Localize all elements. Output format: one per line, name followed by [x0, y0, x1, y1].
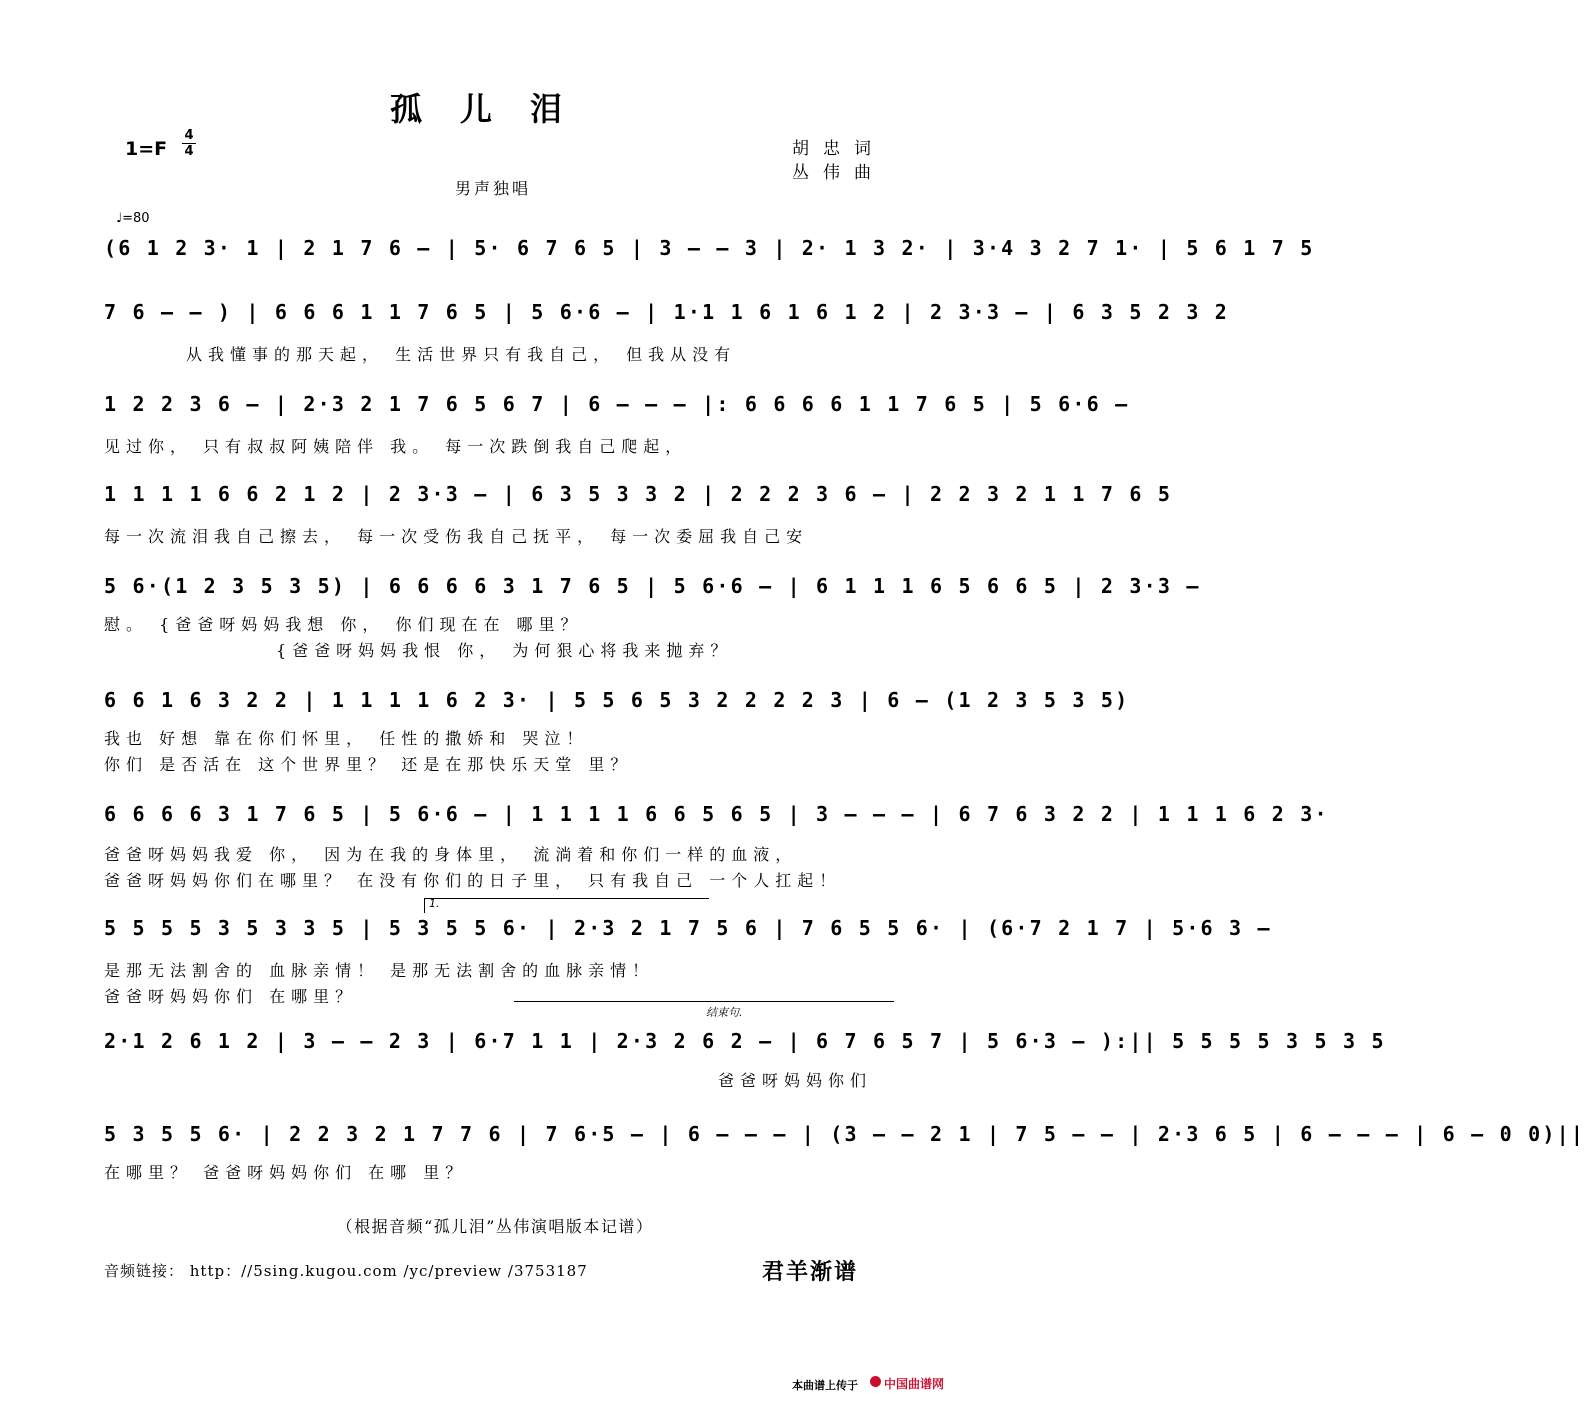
- staff-line-2: [104, 296, 1230, 336]
- staff-line-4: [104, 478, 1173, 518]
- ending-rule: [514, 1001, 894, 1002]
- lyric-line: 慰。 {爸爸呀妈妈我想 你， 你们现在在 哪里？: [104, 615, 583, 634]
- staff-line-10: [104, 1118, 1585, 1158]
- notation: 5 6·(1 2 3 5 3 5) | 6 6 6 6 3 1 7 6 5 | 5 6·6 – | 6 1 1 1 6 5 6 6 5 | 2 3·3 –: [104, 574, 1201, 598]
- key-signature: 1=F: [125, 138, 168, 160]
- notation: 1 2 2 3 6 – | 2·3 2 1 7 6 5 6 7 | 6 – – – |: 6 6 6 6 1 1 7 6 5 | 5 6·6 –: [104, 392, 1130, 416]
- lyric-line: 我也 好想 靠在你们怀里， 任性的撒娇和 哭泣！: [104, 729, 589, 748]
- time-sig-bottom: 4: [184, 144, 194, 159]
- lyric-line: 是那无法割舍的 血脉亲情！ 是那无法割舍的血脉亲情！: [104, 961, 655, 980]
- volta-label: 1.: [429, 897, 440, 910]
- time-sig-top: 4: [184, 128, 194, 143]
- composer-credit: 丛伟曲: [792, 163, 885, 183]
- staff-line-1: [104, 232, 1315, 272]
- lyricist-credit: 胡忠词: [792, 139, 885, 159]
- staff-line-7: [104, 798, 1329, 838]
- audio-link[interactable]: 音频链接： http：//5sing.kugou.com /yc/preview /3753187: [104, 1262, 588, 1280]
- lyric-line: 在哪里？ 爸爸呀妈妈你们 在哪 里？: [104, 1163, 468, 1182]
- notation: 6 6 1 6 3 2 2 | 1 1 1 1 6 2 3· | 5 5 6 5 3 2 2 2 2 3 | 6 – (1 2 3 5 3 5): [104, 688, 1130, 712]
- staff-line-5: [104, 570, 1201, 610]
- site-logo-icon: [870, 1376, 881, 1387]
- performance-note: 男声独唱: [455, 179, 532, 198]
- notation: (6 1 2 3· 1 | 2 1 7 6 – | 5· 6 7 6 5 | 3 – – 3 | 2· 1 3 2· | 3·4 3 2 7 1· | 5 6 1 7 5: [104, 236, 1315, 260]
- notation: 7 6 – – ) | 6 6 6 1 1 7 6 5 | 5 6·6 – | 1·1 1 6 1 6 1 2 | 2 3·3 – | 6 3 5 2 3 2: [104, 300, 1230, 324]
- lyric-line: 爸爸呀妈妈你们: [718, 1071, 873, 1090]
- source-note: （根据音频“孤儿泪”丛伟演唱版本记谱）: [336, 1217, 654, 1236]
- lyric-line: 你们 是否活在 这个世界里？ 还是在那快乐天堂 里？: [104, 755, 633, 774]
- transcriber-signature: 君羊渐谱: [762, 1259, 859, 1285]
- volta-bracket: [424, 898, 709, 913]
- ending-label: 结束句.: [706, 1006, 743, 1019]
- lyric-line: 见过你， 只有叔叔阿姨陪伴 我。 每一次跌倒我自己爬起，: [104, 437, 688, 456]
- upload-text: 本曲谱上传于: [792, 1379, 858, 1392]
- lyric-line: 爸爸呀妈妈我爱 你， 因为在我的身体里， 流淌着和你们一样的血液，: [104, 845, 798, 864]
- lyric-line: 每一次流泪我自己擦去， 每一次受伤我自己抚平， 每一次委屈我自己安: [104, 527, 809, 546]
- lyric-line: 爸爸呀妈妈你们 在哪里？: [104, 987, 358, 1006]
- staff-line-6: [104, 684, 1130, 724]
- staff-line-8: [104, 912, 1272, 952]
- staff-line-9: [104, 1025, 1386, 1065]
- tempo-mark: ♩=80: [116, 211, 150, 226]
- staff-line-3: [104, 388, 1130, 428]
- lyric-line: {爸爸呀妈妈我恨 你， 为何狠心将我来抛弃？: [276, 641, 733, 660]
- notation: 1 1 1 1 6 6 2 1 2 | 2 3·3 – | 6 3 5 3 3 2 | 2 2 2 3 6 – | 2 2 3 2 1 1 7 6 5: [104, 482, 1173, 506]
- notation: 6 6 6 6 3 1 7 6 5 | 5 6·6 – | 1 1 1 1 6 6 5 6 5 | 3 – – – | 6 7 6 3 2 2 | 1 1 1 6 2 3·: [104, 802, 1329, 826]
- lyric-line: 爸爸呀妈妈你们在哪里？ 在没有你们的日子里， 只有我自己 一个人扛起！: [104, 871, 842, 890]
- notation: 5 5 5 5 3 5 3 3 5 | 5 3 5 5 6· | 2·3 2 1 7 5 6 | 7 6 5 5 6· | (6·7 2 1 7 | 5·6 3 –: [104, 916, 1272, 940]
- notation: 2·1 2 6 1 2 | 3 – – 2 3 | 6·7 1 1 | 2·3 2 6 2 – | 6 7 6 5 7 | 5 6·3 – ):|| 5 5 5 5 3 5 3 5: [104, 1029, 1386, 1053]
- notation: 5 3 5 5 6· | 2 2 3 2 1 7 7 6 | 7 6·5 – | 6 – – – | (3 – – 2 1 | 7 5 – – | 2·3 6 5 | 6 – – – | 6 – 0 0)||: [104, 1122, 1585, 1146]
- site-logo[interactable]: 中国曲谱网: [884, 1377, 945, 1391]
- time-signature: [182, 129, 196, 158]
- song-title: 孤儿泪: [389, 90, 600, 128]
- lyric-line: 从我懂事的那天起， 生活世界只有我自己， 但我从没有: [186, 345, 737, 364]
